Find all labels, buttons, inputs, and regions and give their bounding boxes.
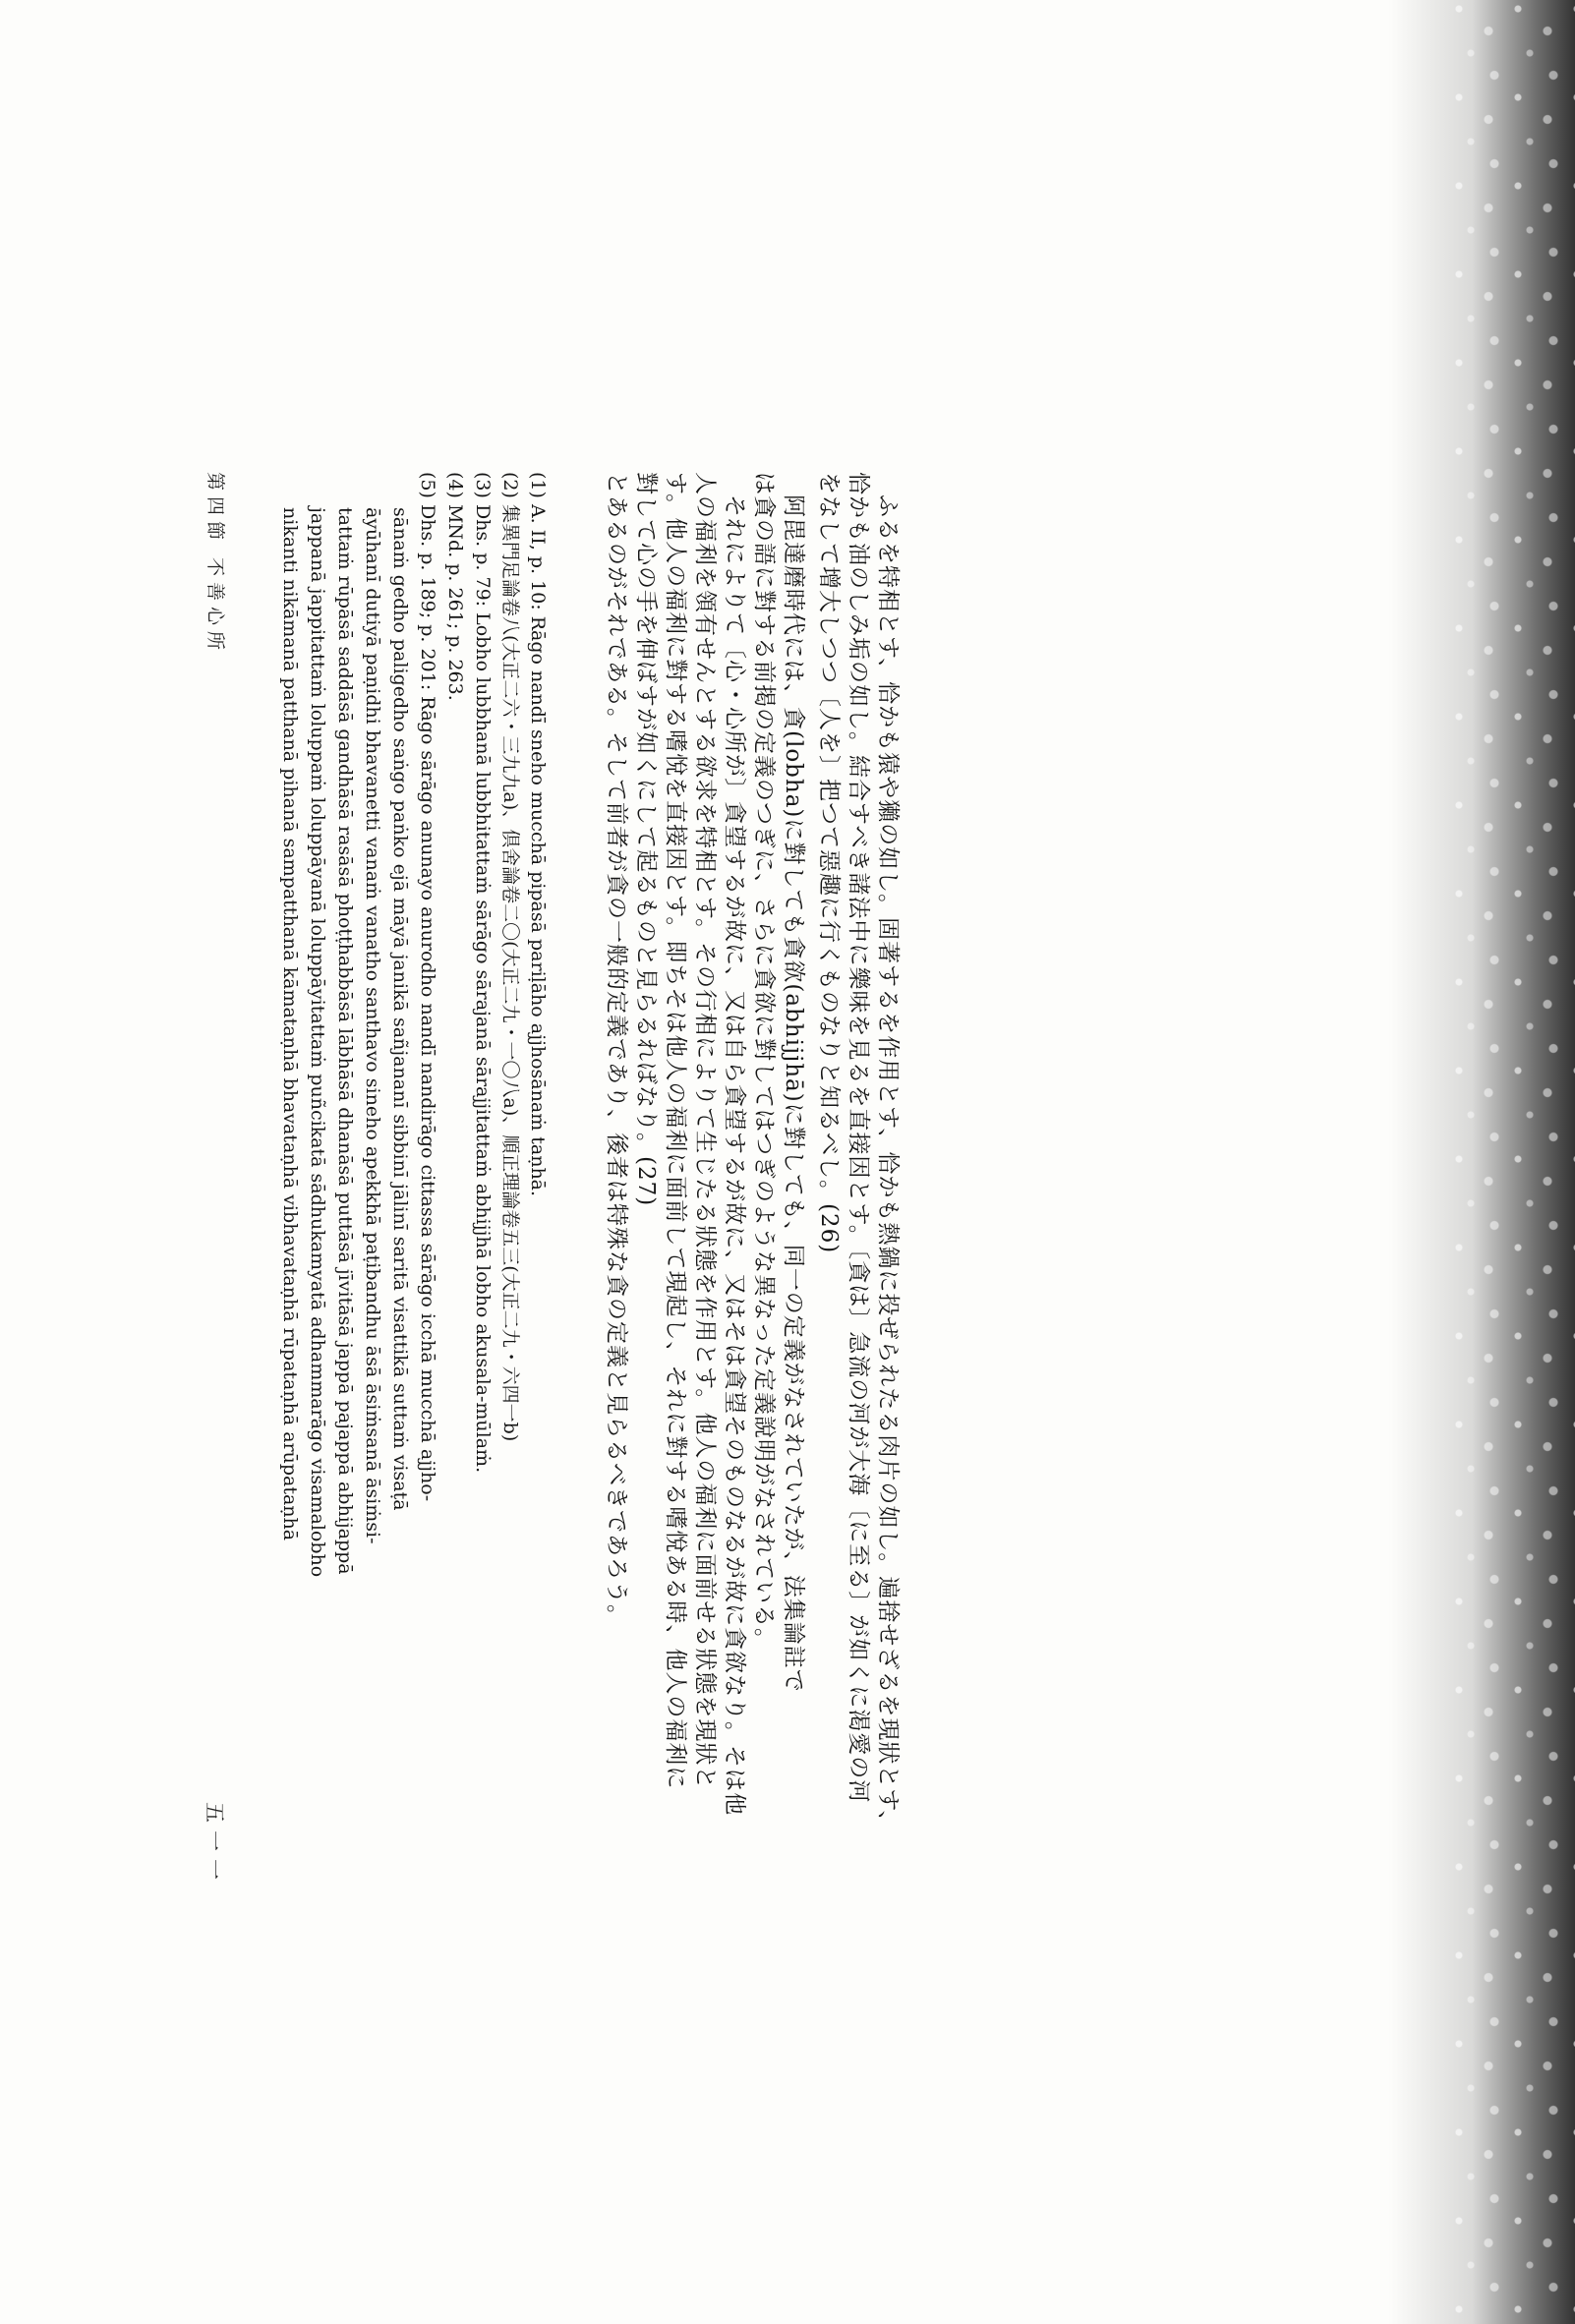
footnote-continuation: jappanā jappitattaṁ loluppaṁ loluppāyanā loluppāyitattaṁ puñcikatā sādhukamyatā adhammarāgo visamalobho	[307, 507, 328, 1578]
body-line: 人の福利を領有せんとする欲求を特相とす。その行相によりて生じたる狀態を作用とす。他人の福利に面前せる狀態を現狀と	[692, 472, 718, 1790]
rotated-notes	[199, 472, 553, 1888]
body-line: 恰かも油のしみ垢の如し。結合すべき諸法中に樂味を見るを直接因とす。〔貪は〕急流の河が大海〔に至る〕が如くに渇愛の河	[846, 472, 871, 1804]
body-line: す。他人の福利に對する嗜悅を直接因とす。即ちそは他人の福利に面前して現起し、それに對する嗜悅ある時、他人の福利に	[663, 472, 688, 1790]
footnote-continuation: sānaṁ gedho paligedho saṅgo paṅko ejā māyā janikā sañjananī sibbinī jālinī saritā visattikā suttaṁ visaṭā	[389, 507, 411, 1511]
footnote: (4) MNd. p. 261; p. 263.	[444, 472, 466, 701]
body-line: それによりて〔心・心所が〕貪望するが故に、又は自ら貪望するが故に、又はそは貪望そのものなるが故に貪欲なり。そは他	[722, 494, 747, 1816]
footnote-continuation: nikanti nikāmanā patthanā pihanā sampatthanā kāmataṇhā bhavataṇhā vibhavataṇhā rūpataṇhā arūpataṇhā	[279, 507, 301, 1541]
notes-block	[199, 472, 553, 1888]
page-number: 五一一	[203, 1802, 226, 1888]
body-line: をなして增大しつつ〔人を〕把つて惡趣に行くものなりと知るべし。(26)	[816, 472, 842, 1254]
footnote-continuation: tattaṁ rūpāsā saddāsā gandhāsā rasāsā phoṭṭhabbāsā lābhāsā dhanāsā puttāsā jīvitāsā jappā pajappā abhijappā	[334, 507, 356, 1575]
rotated-page	[549, 472, 903, 1888]
footnote: (1) A. II, p. 10: Rāgo nandī sneho mucchā pipāsā pariḷāho ajjhosānaṁ taṇhā.	[527, 472, 549, 1197]
scan-speckle	[1447, 0, 1575, 2324]
page-body	[549, 472, 903, 1888]
body-line: ふるを特相とす、恰かも猿や獺の如し。固著するを作用とす、恰かも熱鍋に投ぜられたる肉片の如し。遍捨せざるを現狀とす、	[875, 494, 901, 1834]
body-line: 阿毘達磨時代には、貪(lobha)に對しても貪欲(abhijjhā)に對しても、同一の定義がなされていたが、法集論註で	[781, 494, 806, 1693]
body-line: とあるのがそれである。そして前者が貪の一般的定義であり、後者は特殊な貪の定義と見らるべきであろう。	[604, 472, 629, 1628]
footnote: (2) 集異門足論卷八(大正二六・三九九a)、倶舍論卷二〇(大正二九・一〇八a)、順正理論卷五三(大正二九・六四一b)	[499, 472, 521, 1442]
body-line: は貪の語に對する前掲の定義のつぎに、さらに貪欲に對してはつぎのような異なった定義說明がなされている。	[751, 472, 777, 1652]
running-footer: 第四節 不善心所	[204, 472, 226, 657]
footnote: (5) Dhs. p. 189; p. 201: Rāgo sārāgo anunayo anurodho nandī nandirāgo cittassa sārāgo icchā mucchā ajjho-	[417, 472, 438, 1502]
footnote: (3) Dhs. p. 79: Lobho lubbhanā lubbhitattaṁ sārāgo sārajanā sārajjitattaṁ abhijjhā lobho akusala-mūlaṁ.	[472, 472, 494, 1474]
footnote-continuation: āyūhanī dutiyā paṇidhi bhavanetti vanaṁ vanatho santhavo sineho apekkhā paṭibandhu āsā āsiṁsanā āsiṁsi-	[362, 507, 383, 1544]
body-line: 對して心の手を伸ばすが如くにして起るものと見らるればなり。(27)	[633, 472, 659, 1207]
